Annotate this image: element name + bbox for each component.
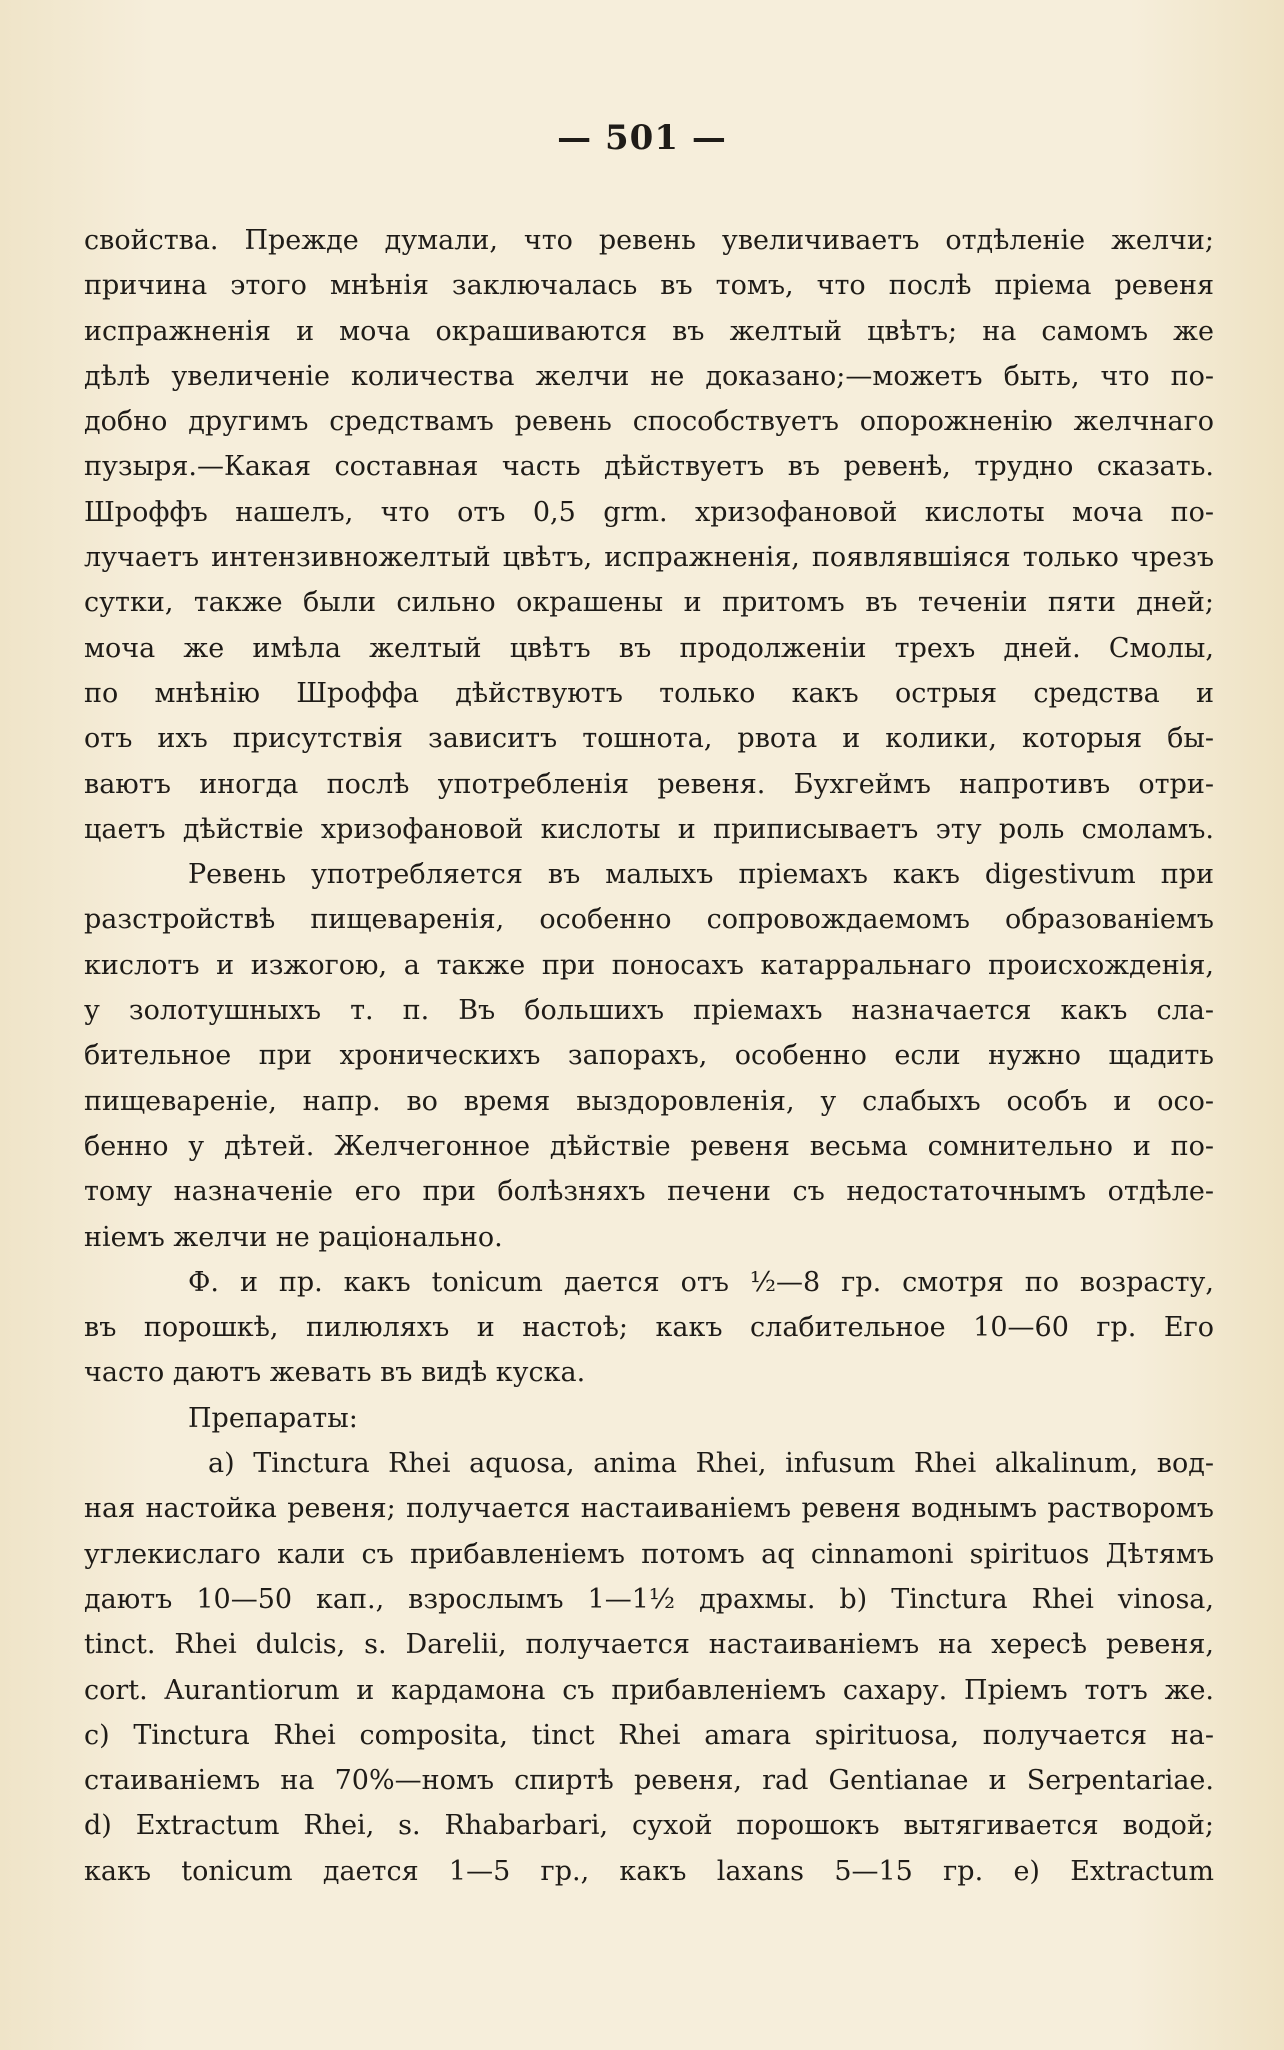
text-line: ваютъ иногда послѣ употребленія ревеня. Бухгеймъ напротивъ отри-	[84, 768, 1214, 800]
text-line: a) Tinctura Rhei aquosa, anima Rhei, infusum Rhei alkalinum, вод-	[208, 1448, 1214, 1480]
text-line: причина этого мнѣнія заключалась въ томъ, что послѣ пріема ревеня	[84, 270, 1214, 302]
text-line: разстройствѣ пищеваренія, особенно сопровождаемомъ образованіемъ	[84, 904, 1214, 936]
text-line: ніемъ желчи не раціонально.	[84, 1221, 503, 1253]
text-line: часто даютъ жевать въ видѣ куска.	[84, 1357, 586, 1389]
text-line: c) Tinctura Rhei composita, tinct Rhei amara spirituosa, получается на-	[84, 1719, 1214, 1751]
text-line: лучаетъ интензивножелтый цвѣтъ, испражненія, появлявшіяся только чрезъ	[84, 542, 1214, 574]
text-line: моча же имѣла желтый цвѣтъ въ продолженіи трехъ дней. Смолы,	[84, 632, 1214, 664]
text-line: у золотушныхъ т. п. Въ большихъ пріемахъ назначается какъ сла-	[84, 995, 1214, 1027]
text-line: даютъ 10—50 кап., взрослымъ 1—1½ драхмы. b) Tinctura Rhei vinosa,	[84, 1583, 1214, 1615]
text-line: d) Extractum Rhei, s. Rhabarbari, сухой порошокъ вытягивается водой;	[84, 1810, 1214, 1842]
text-line: Ревень употребляется въ малыхъ пріемахъ какъ digestivum при	[188, 859, 1214, 891]
text-line: свойства. Прежде думали, что ревень увеличиваетъ отдѣленіе желчи;	[84, 225, 1214, 256]
text-line: испражненія и моча окрашиваются въ желтый цвѣтъ; на самомъ же	[84, 315, 1214, 347]
text-line: Ф. и пр. какъ tonicum дается отъ ½—8 гр. смотря по возрасту,	[188, 1266, 1214, 1298]
text-line: цаетъ дѣйствіе хризофановой кислоты и приписываетъ эту роль смоламъ.	[84, 813, 1214, 845]
text-line: добно другимъ средствамъ ревень способствуетъ опорожненію желчнаго	[84, 406, 1214, 438]
text-line: пищевареніе, напр. во время выздоровленія, у слабыхъ особъ и осо-	[84, 1085, 1214, 1117]
page-number: — 501 —	[557, 118, 727, 158]
text-line: стаиваніемъ на 70%—номъ спиртѣ ревеня, rad Gentianae и Serpentariae.	[84, 1765, 1214, 1797]
text-line: какъ tonicum дается 1—5 гр., какъ laxans 5—15 гр. e) Extractum	[84, 1855, 1214, 1887]
text-line: Шроффъ нашелъ, что отъ 0,5 grm. хризофановой кислоты моча по-	[84, 496, 1214, 528]
text-line: тому назначеніе его при болѣзняхъ печени съ недостаточнымъ отдѣле-	[84, 1176, 1214, 1208]
text-line: въ порошкѣ, пилюляхъ и настоѣ; какъ слабительное 10—60 гр. Его	[84, 1312, 1214, 1344]
text-line: cort. Aurantiorum и кардамона съ прибавленіемъ сахару. Пріемъ тотъ же.	[84, 1674, 1214, 1706]
text-line: углекислаго кали съ прибавленіемъ потомъ aq cinnamoni spirituos Дѣтямъ	[84, 1538, 1214, 1570]
text-line: бенно у дѣтей. Желчегонное дѣйствіе ревеня весьма сомнительно и по-	[84, 1130, 1214, 1162]
text-line: бительное при хроническихъ запорахъ, особенно если нужно щадить	[84, 1040, 1214, 1072]
body-text	[84, 218, 1214, 1894]
text-line: ная настойка ревеня; получается настаиваніемъ ревеня воднымъ растворомъ	[84, 1493, 1214, 1525]
text-line: отъ ихъ присутствія зависитъ тошнота, рвота и колики, которыя бы-	[84, 723, 1214, 755]
text-line: сутки, также были сильно окрашены и притомъ въ теченіи пяти дней;	[84, 587, 1214, 619]
text-line: tinct. Rhei dulcis, s. Darelii, получается настаиваніемъ на хересѣ ревеня,	[84, 1629, 1214, 1661]
text-line: Препараты:	[188, 1402, 358, 1434]
text-line: дѣлѣ увеличеніе количества желчи не доказано;—можетъ быть, что по-	[84, 360, 1214, 392]
text-line: кислотъ и изжогою, а также при поносахъ катарральнаго происхожденія,	[84, 949, 1214, 981]
text-line: пузыря.—Какая составная часть дѣйствуетъ въ ревенѣ, трудно сказать.	[84, 451, 1214, 483]
text-line: по мнѣнію Шроффа дѣйствуютъ только какъ острыя средства и	[84, 677, 1214, 709]
